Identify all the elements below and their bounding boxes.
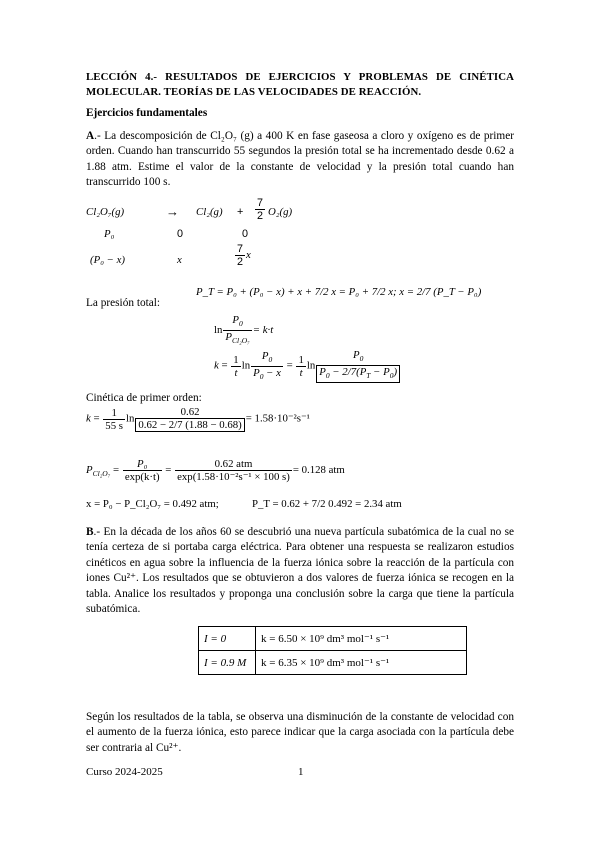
pressure-equation: P_T = P₀ + (P₀ − x) + x + 7/2 x = P₀ + 7/2 x; x = 2/7 (P_T − P₀) [196, 286, 482, 298]
problem-b-statement [86, 525, 514, 617]
section-heading: Ejercicios fundamentales [86, 107, 208, 119]
ionic-strength-cell: I = 0 [199, 627, 256, 651]
p-den-1: exp(k·t) [124, 471, 160, 483]
problem-a-statement [86, 129, 514, 191]
row2-var: x [246, 248, 251, 261]
table-row [199, 627, 467, 651]
p-num-1: P₀ [123, 458, 162, 471]
row1-product-1: 0 [177, 228, 184, 240]
ln-equation-1: ln $\frac{P_0}{P_{Cl_2O_7}}$ = k·t [214, 314, 274, 345]
k-value: = 1.58·10⁻²s⁻¹ [245, 412, 310, 425]
reaction-product-2: O₂(g) [268, 206, 293, 218]
rate-constant-cell: k = 6.50 × 10⁹ dm³ mol⁻¹ s⁻¹ [256, 627, 467, 651]
table-row [199, 651, 467, 675]
reaction-coefficient [254, 197, 266, 222]
problem-a-label: A [86, 130, 95, 142]
row2-num: 7 [237, 243, 244, 255]
p-den-2: exp(1.58·10⁻²s⁻¹ × 100 s) [177, 471, 290, 483]
reaction-coef-num: 7 [257, 197, 264, 209]
pt-result: P_T = 0.62 + 7/2 0.492 = 2.34 atm [252, 498, 402, 510]
row2-product-1: x [177, 254, 182, 266]
problem-b-label: B [86, 526, 94, 538]
row1-reactant: P₀ [104, 228, 115, 240]
ln-rhs: = k·t [252, 323, 274, 336]
reaction-product-1: Cl₂(g) [196, 206, 223, 218]
k-numerator: 0.62 [135, 406, 244, 419]
reaction-reactant: Cl₂O₇(g) [86, 206, 125, 218]
row1-product-2: 0 [242, 228, 249, 240]
k-denominator: 0.62 − 2/7 (1.88 − 0.68) [135, 419, 244, 432]
k-prefactor-den: 55 s [105, 419, 123, 432]
reaction-plus: + [237, 206, 244, 218]
footer-page-number: 1 [298, 766, 304, 778]
p-num-2: 0.62 atm [175, 458, 292, 471]
row2-den: 2 [237, 256, 244, 268]
row2-reactant: (P₀ − x) [90, 254, 126, 266]
p-calculation: $P_{Cl_2O_7}$ = $\frac{\text{P₀}}{\exp(k\cdot t)}$ = $\frac{\text{0.62 atm}}{\text{exp(1.58·10⁻²s⁻¹ × 100 s)}}$ = 0.128 atm [86, 458, 345, 483]
rate-constant-table [198, 626, 467, 675]
problem-b-conclusion: Según los resultados de la tabla, se observa una disminución de la constante de velocidad con el aumento de la fuerza iónica, esto parece indicar que la carga asociada con la partícula debe ser contraria al Cu²⁺. [86, 711, 514, 754]
problem-a-text: .- La descomposición de Cl₂O₇ (g) a 400 K en fase gaseosa a cloro y oxígeno es de primer orden. Cuando han transcurrido 55 segundos la presión total se ha incrementado desde 0.62 a 1.88 atm. Estime el valor de la constante de velocidad y la presión total cuando han transcurrido 100 s. [86, 130, 514, 189]
k-prefactor-num: 1 [103, 407, 125, 420]
ionic-strength-cell: I = 0.9 M [199, 651, 256, 675]
lesson-title: LECCIÓN 4.- RESULTADOS DE EJERCICIOS Y PROBLEMAS DE CINÉTICA MOLECULAR. TEORÍAS DE LAS VELOCIDADES DE REACCIÓN. [86, 71, 514, 98]
x-result: x = P₀ − P_Cl₂O₇ = 0.492 atm; [86, 498, 219, 510]
kinetics-label: Cinética de primer orden: [86, 392, 202, 404]
reaction-coef-den: 2 [257, 210, 264, 222]
ln-equation-2: k = $\frac{1}{t}$ ln $\frac{P_0}{P_0 - x}$ = $\frac{1}{t}$ ln $\frac{P_0}{P_0 - 2/7(P_T - P_0)}$ [214, 349, 401, 383]
pressure-label: La presión total: [86, 297, 161, 309]
p-result: = 0.128 atm [292, 463, 345, 476]
reaction-arrow: → [166, 204, 179, 219]
rate-constant-cell: k = 6.35 × 10⁹ dm³ mol⁻¹ s⁻¹ [256, 651, 467, 675]
k-calculation: k = $\frac{1}{55 s}$ ln $\frac{0.62}{0.62 - 2/7 (1.88 - 0.68)}$ = 1.58·10⁻²s⁻¹ [86, 406, 310, 432]
problem-b-text: .- En la década de los años 60 se descubrió una nueva partícula subatómica de la cual no se tenía certeza de si portaba carga eléctrica. Para obtener una respuesta se realizaron estudios cinéticos en agua sobre la influencia de la fuerza iónica sobre la reacción de la partícula con iones Cu²⁺. Los resultados que se obtuvieron a dos valores de fuerza iónica se recogen en la tabla. Analice los resultados y proponga una conclusión sobre la carga que tiene la partícula subatómica. [86, 526, 514, 616]
row2-product-2 [234, 243, 251, 268]
footer-course: Curso 2024-2025 [86, 766, 163, 778]
